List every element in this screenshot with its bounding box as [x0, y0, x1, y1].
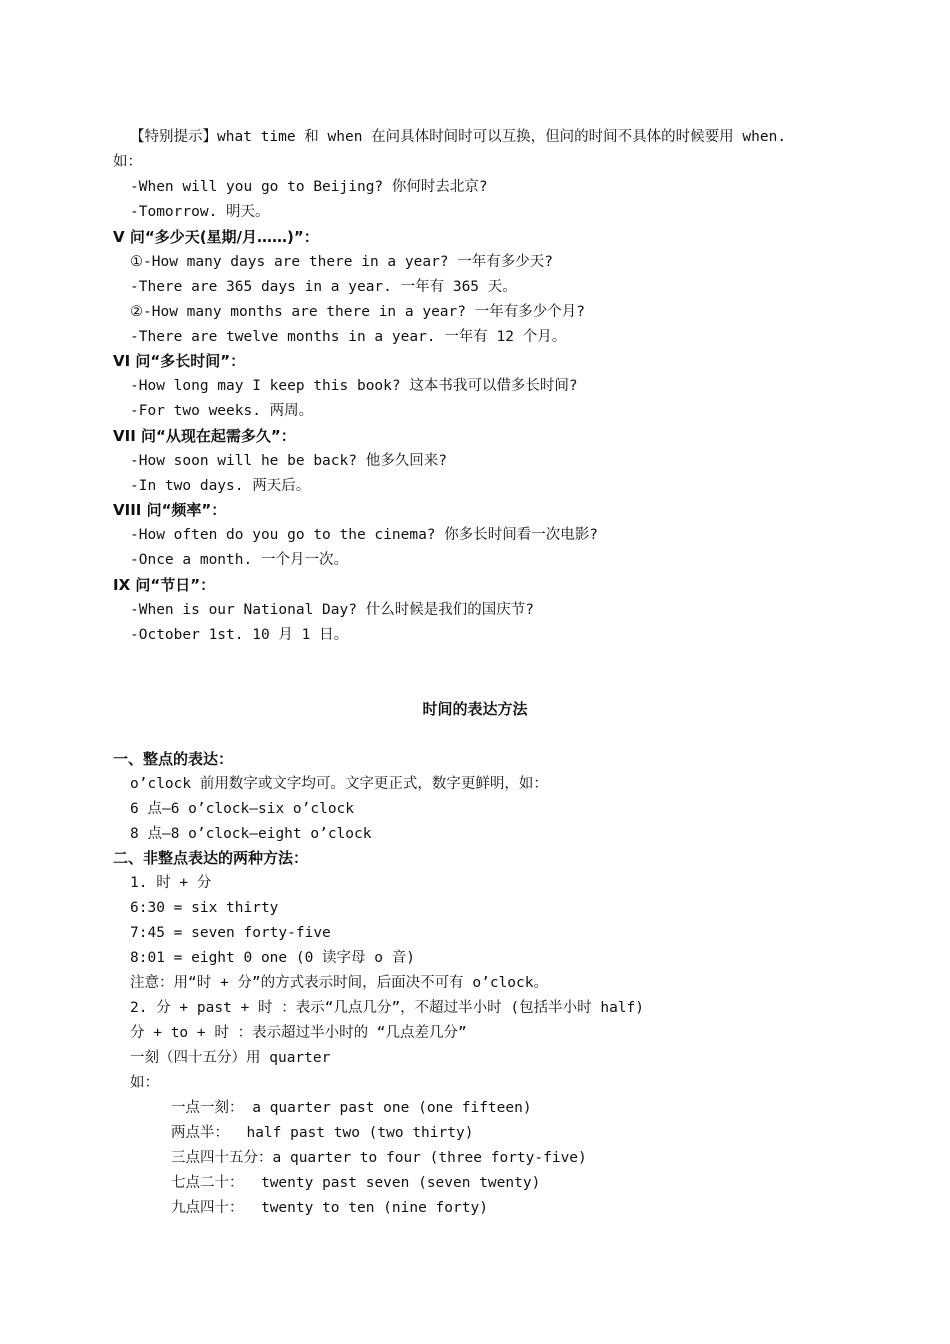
method-line: 注意：用“时 + 分”的方式表示时间，后面决不可有 o’clock。: [130, 975, 548, 991]
example-line: 九点四十： twenty to ten (nine forty): [171, 1200, 488, 1216]
method-line: 7:45 = seven forty-five: [130, 925, 331, 941]
section-heading-vii: VII 问“从现在起需多久”：: [113, 427, 296, 445]
method-line: 1. 时 + 分: [130, 875, 212, 891]
heading-non-whole-hour: 二、非整点表达的两种方法：: [113, 849, 309, 867]
tip-example-label: 如：: [113, 154, 142, 170]
whole-hour-line: 6 点—6 o’clock—six o’clock: [130, 801, 355, 817]
example-line: 一点一刻： a quarter past one (one fifteen): [171, 1100, 532, 1116]
section-v-line: -There are twelve months in a year. 一年有 12 个月。: [130, 329, 567, 345]
whole-hour-line: o’clock 前用数字或文字均可。文字更正式，数字更鲜明，如：: [130, 776, 548, 792]
tip-question: -When will you go to Beijing? 你何时去北京?: [130, 179, 488, 195]
section-heading-ix: IX 问“节日”：: [113, 576, 216, 594]
example-line: 两点半： half past two (two thirty): [171, 1125, 474, 1141]
section-viii-line: -Once a month. 一个月一次。: [130, 552, 348, 568]
method-line: 6:30 = six thirty: [130, 900, 279, 916]
method-line: 一刻（四十五分）用 quarter: [130, 1050, 331, 1066]
example-line: 三点四十五分：a quarter to four (three forty-five): [171, 1150, 587, 1166]
section-v-line: ②-How many months are there in a year? 一年有多少个月?: [130, 304, 585, 320]
heading-whole-hour: 一、整点的表达：: [113, 750, 234, 768]
example-line: 七点二十： twenty past seven (seven twenty): [171, 1175, 541, 1191]
section-title: 时间的表达方法: [422, 700, 528, 718]
section-heading-vi: VI 问“多长时间”：: [113, 352, 246, 370]
section-ix-line: -October 1st. 10 月 1 日。: [130, 627, 349, 643]
section-heading-viii: VIII 问“频率”：: [113, 501, 227, 519]
section-vi-line: -For two weeks. 两周。: [130, 403, 314, 419]
method-line: 分 + to + 时 ：表示超过半小时的 “几点差几分”: [130, 1025, 467, 1041]
section-vi-line: -How long may I keep this book? 这本书我可以借多长时间?: [130, 378, 578, 394]
whole-hour-line: 8 点—8 o’clock—eight o’clock: [130, 826, 372, 842]
section-v-line: -There are 365 days in a year. 一年有 365 天。: [130, 279, 517, 295]
method-line: 8:01 = eight 0 one (0 读字母 o 音): [130, 950, 415, 966]
section-ix-line: -When is our National Day? 什么时候是我们的国庆节?: [130, 602, 534, 618]
section-heading-v: V 问“多少天(星期/月……)”：: [113, 228, 319, 246]
section-v-line: ①-How many days are there in a year? 一年有多少天?: [130, 254, 553, 270]
section-vii-line: -How soon will he be back? 他多久回来?: [130, 453, 447, 469]
section-viii-line: -How often do you go to the cinema? 你多长时间看一次电影?: [130, 527, 598, 543]
section-vii-line: -In two days. 两天后。: [130, 478, 311, 494]
method-line: 如：: [130, 1075, 159, 1091]
method-line: 2. 分 + past + 时 ：表示“几点几分”，不超过半小时 (包括半小时 half): [130, 1000, 645, 1016]
tip-answer: -Tomorrow. 明天。: [130, 204, 270, 220]
special-tip-line: 【特别提示】what time 和 when 在问具体时间时可以互换，但问的时间不具体的时候要用 when.: [130, 129, 787, 145]
